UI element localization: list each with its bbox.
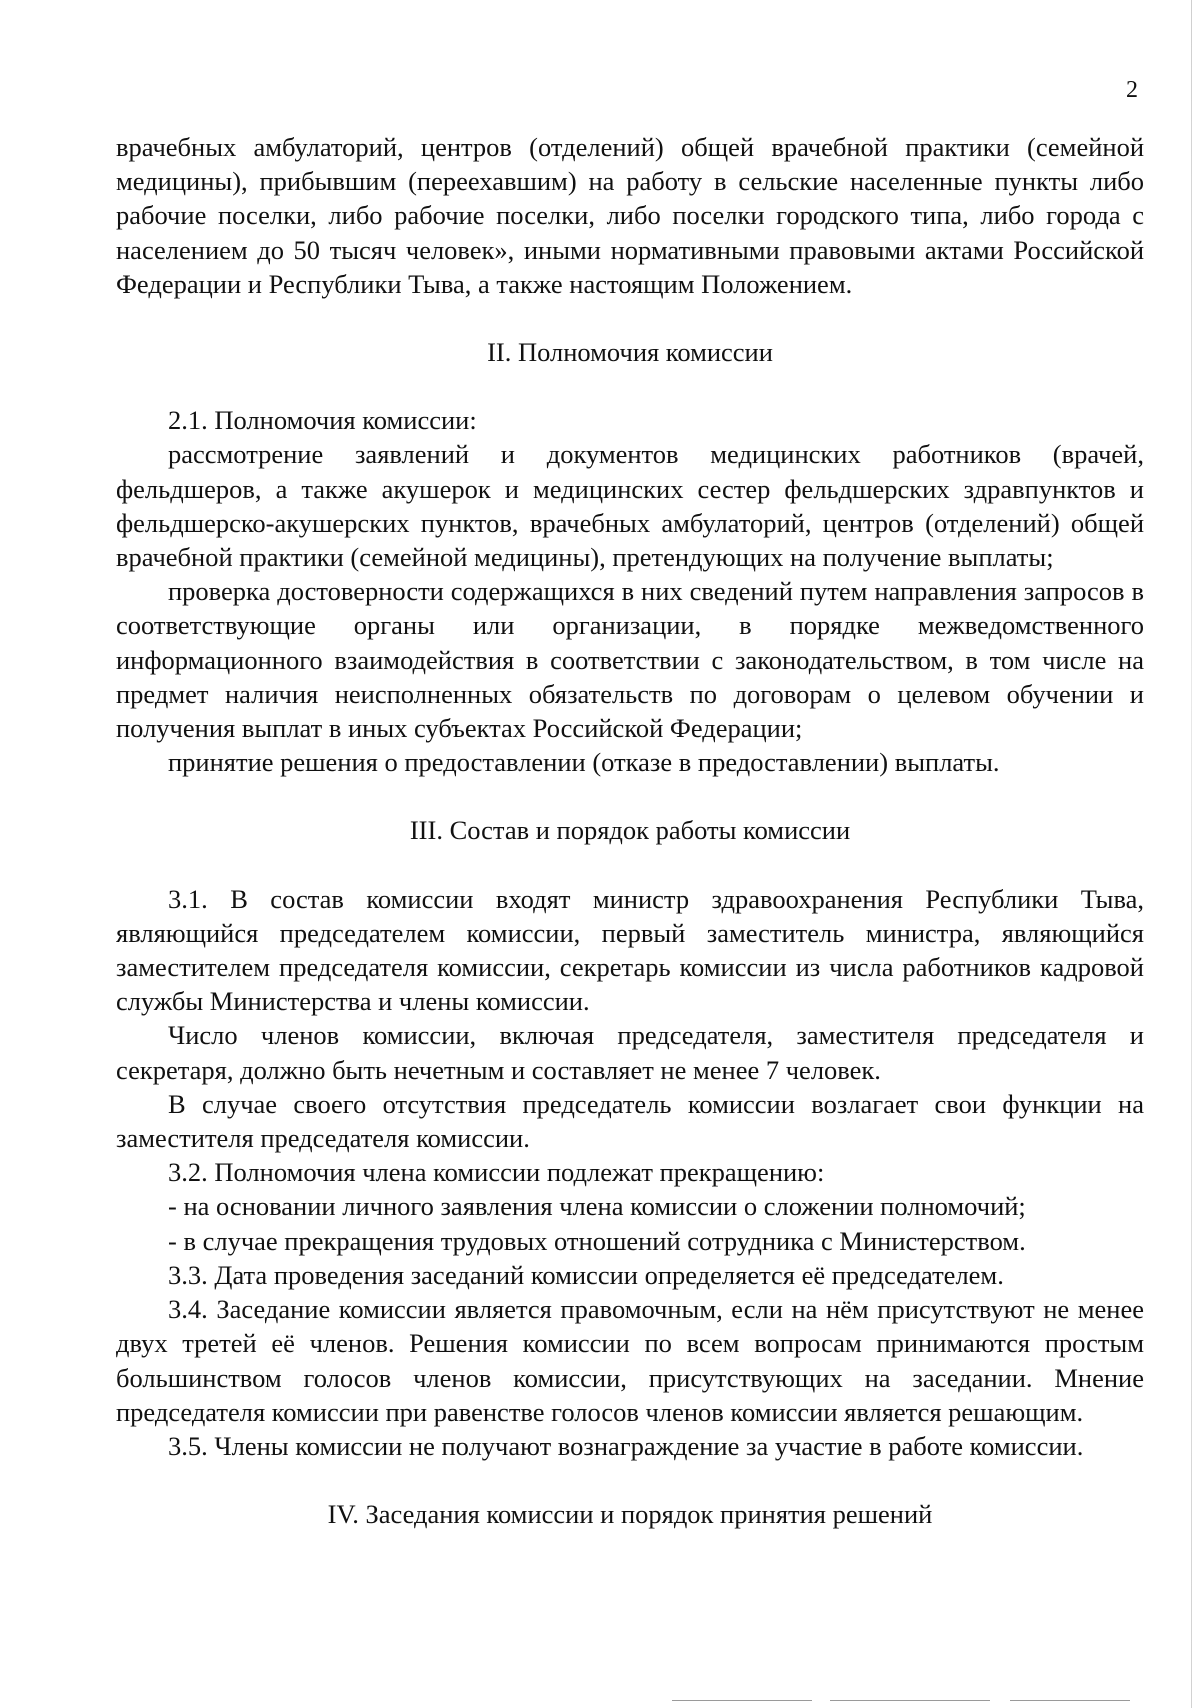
paragraph: 3.4. Заседание комиссии является правомочным, если на нём присутствуют не менее двух третей её членов. Решения комиссии по всем вопросам принимаются простым большинством голосов членов комиссии, присутствующих на заседании. Мнение председателя комиссии при равенстве голосов членов комиссии является решающим.	[116, 1294, 1144, 1427]
paragraph: 2.1. Полномочия комиссии:	[168, 405, 477, 436]
paragraph: Число членов комиссии, включая председателя, заместителя председателя и секретаря, должно быть нечетным и составляет не менее 7 человек.	[116, 1020, 1144, 1085]
footer-rule-3	[1010, 1700, 1130, 1701]
paragraph: врачебных амбулаторий, центров (отделений) общей врачебной практики (семейной медицины), прибывшим (переехавшим) на работу в сельские населенные пункты либо рабочие поселки, либо рабочие поселки, либо поселки городского типа, либо города с населением до 50 тысяч человек», иными нормативными правовыми актами Российской Федерации и Республики Тыва, а также настоящим Положением.	[116, 132, 1144, 299]
section-heading: IV. Заседания комиссии и порядок принятия решений	[327, 1499, 933, 1530]
paragraph: - на основании личного заявления члена комиссии о сложении полномочий;	[168, 1191, 1026, 1222]
spacer	[116, 1463, 1144, 1497]
scan-edge-line	[1191, 0, 1192, 1708]
spacer	[116, 369, 1144, 403]
paragraph: В случае своего отсутствия председатель комиссии возлагает свои функции на заместителя председателя комиссии.	[116, 1088, 1144, 1154]
spacer	[116, 779, 1144, 813]
footer-rule-2	[830, 1700, 990, 1701]
paragraph: рассмотрение заявлений и документов медицинских работников (врачей, фельдшеров, а также акушерок и медицинских сестер фельдшерских здравпунктов и фельдшерско-акушерских пунктов, врачебных амбулаторий, центров (отделений) общей врачебной практики (семейной медицины), претендующих на получение выплаты;	[116, 439, 1144, 573]
paragraph: 3.2. Полномочия члена комиссии подлежат прекращению:	[168, 1157, 825, 1188]
footer-rule-1	[672, 1700, 812, 1701]
paragraph: 3.1. В состав комиссии входят министр здравоохранения Республики Тыва, являющийся председателем комиссии, первый заместитель министра, являющийся заместителем председателя комиссии, секретарь комиссии из числа работников кадровой службы Министерства и члены комиссии.	[116, 883, 1144, 1017]
spacer	[116, 301, 1144, 335]
page-number: 2	[1126, 77, 1138, 103]
paragraph: - в случае прекращения трудовых отношений сотрудника с Министерством.	[168, 1225, 1026, 1256]
spacer	[116, 848, 1144, 882]
paragraph: принятие решения о предоставлении (отказе в предоставлении) выплаты.	[168, 747, 1000, 778]
paragraph: 3.5. Члены комиссии не получают вознаграждение за участие в работе комиссии.	[168, 1430, 1084, 1461]
section-heading: III. Состав и порядок работы комиссии	[409, 815, 851, 846]
document-body	[116, 130, 1144, 1565]
paragraph: проверка достоверности содержащихся в них сведений путем направления запросов в соответствующие органы или организации, в порядке межведомственного информационного взаимодействия в соответствии с законодательством, в том числе на предмет наличия неисполненных обязательств по договорам о целевом обучении и получения выплат в иных субъектах Российской Федерации;	[116, 576, 1144, 744]
spacer	[116, 1531, 1144, 1565]
paragraph: 3.3. Дата проведения заседаний комиссии определяется её председателем.	[168, 1259, 1004, 1290]
section-heading: II. Полномочия комиссии	[487, 337, 773, 368]
